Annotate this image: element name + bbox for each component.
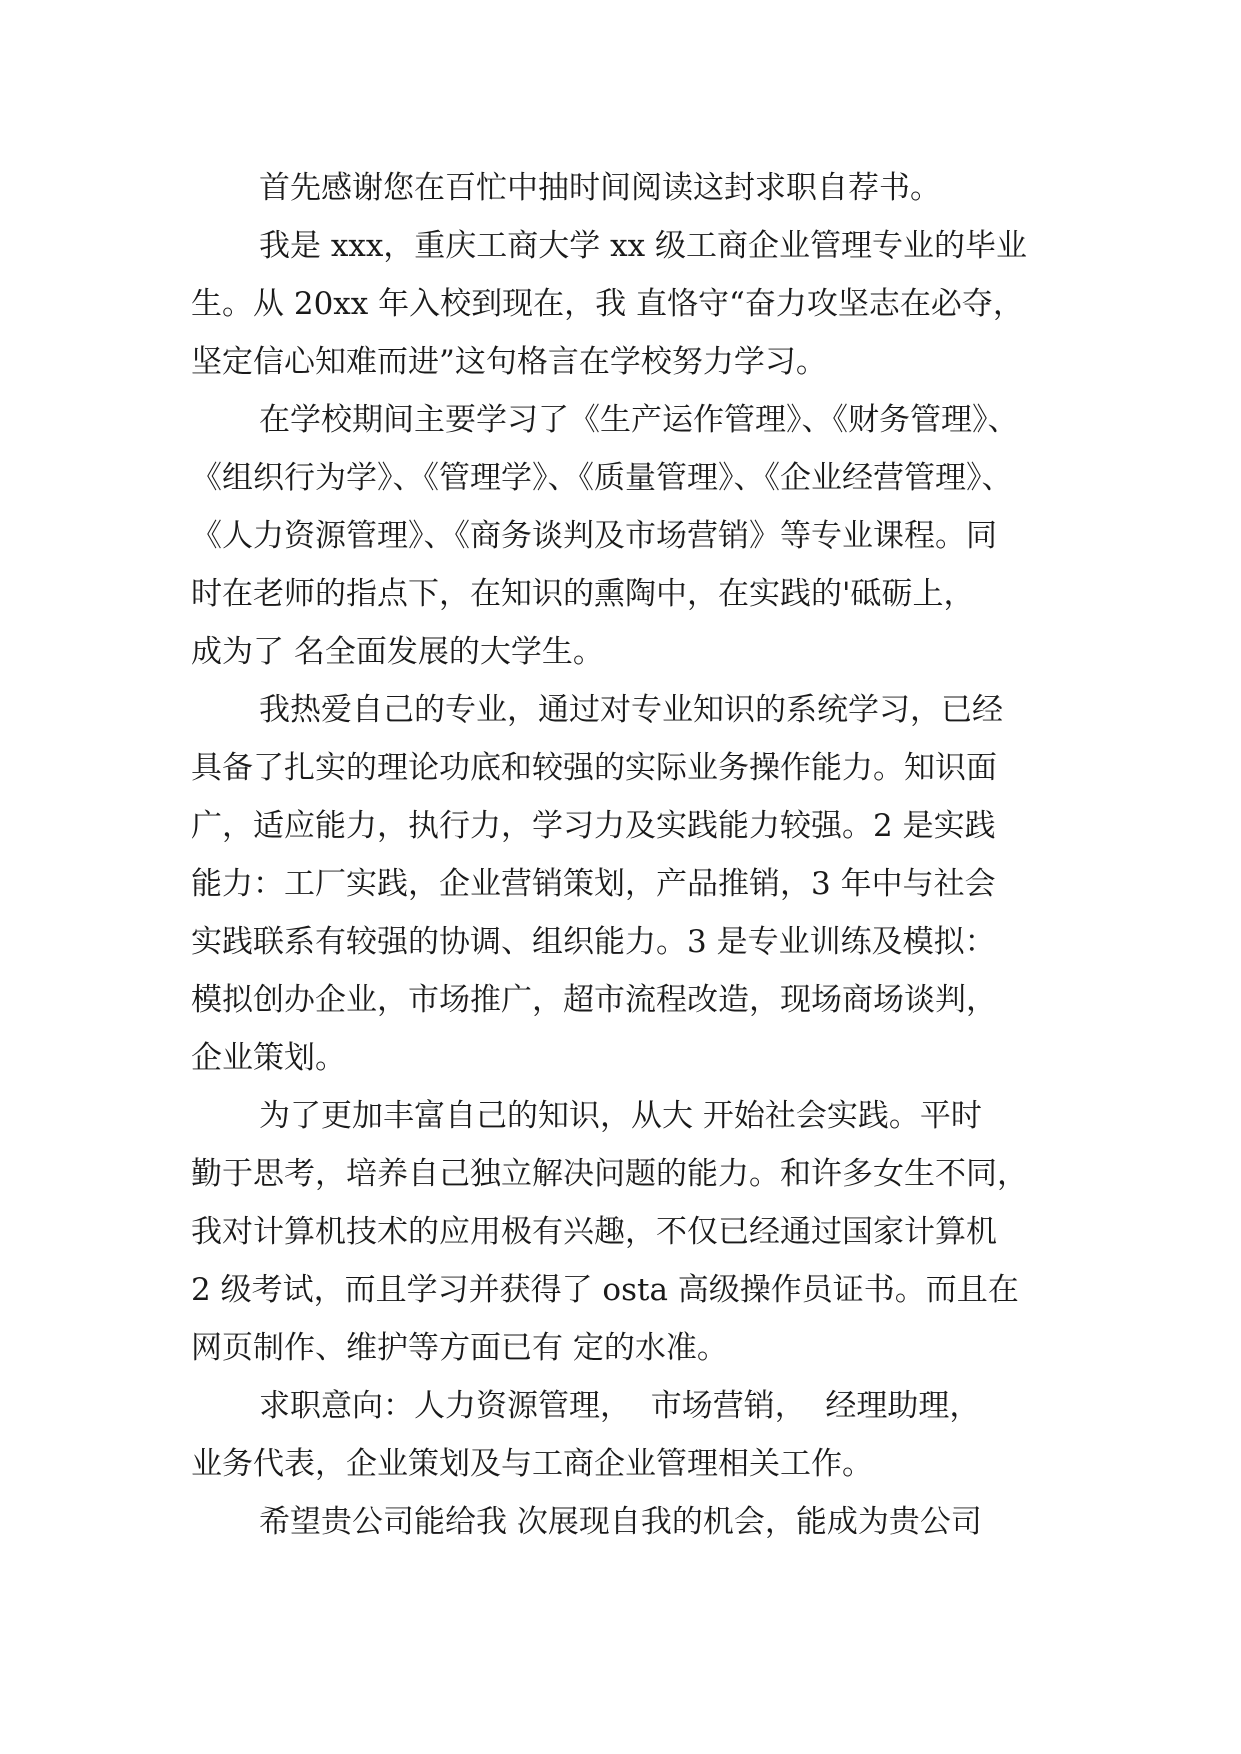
text-line: 求职意向：人力资源管理， 市场营销， 经理助理，: [259, 1388, 981, 1424]
text-line: 具备了扎实的理论功底和较强的实际业务操作能力。知识面: [191, 750, 997, 786]
text-line: 为了更加丰富自己的知识，从大 开始社会实践。平时: [259, 1098, 982, 1134]
text-line: 勤于思考，培养自己独立解决问题的能力。和许多女生不同，: [191, 1156, 1028, 1192]
text-line: 我对计算机技术的应用极有兴趣，不仅已经通过国家计算机: [191, 1214, 997, 1250]
letter-body: [191, 159, 1091, 1551]
text-line: 生。从 20xx 年入校到现在，我 直恪守“奋力攻坚志在必夺，: [191, 286, 1024, 322]
text-line: 模拟创办企业，市场推广，超市流程改造，现场商场谈判，: [191, 982, 997, 1018]
text-line: 网页制作、维护等方面已有 定的水准。: [191, 1330, 728, 1366]
text-line: 2 级考试，而且学习并获得了 osta 高级操作员证书。而且在: [191, 1272, 1019, 1308]
text-line: 希望贵公司能给我 次展现自我的机会，能成为贵公司: [259, 1504, 982, 1540]
text-line: 我热爱自己的专业，通过对专业知识的系统学习，已经: [259, 692, 1003, 728]
text-line: 在学校期间主要学习了《生产运作管理》、《财务管理》、: [259, 402, 1019, 438]
text-line: 实践联系有较强的协调、组织能力。3 是专业训练及模拟：: [191, 924, 996, 960]
text-line: 时在老师的指点下，在知识的熏陶中，在实践的'砥砺上，: [191, 576, 975, 612]
text-line: 我是 xxx，重庆工商大学 xx 级工商企业管理专业的毕业: [259, 228, 1027, 264]
text-line: 首先感谢您在百忙中抽时间阅读这封求职自荐书。: [259, 170, 941, 206]
text-line: 成为了 名全面发展的大学生。: [191, 634, 604, 670]
text-line: 能力：工厂实践，企业营销策划，产品推销，3 年中与社会: [191, 866, 996, 902]
text-line: 坚定信心知难而进”这句格言在学校努力学习。: [191, 344, 827, 380]
text-line: 企业策划。: [191, 1040, 346, 1076]
text-line: 广，适应能力，执行力，学习力及实践能力较强。2 是实践: [191, 808, 996, 844]
text-line: 《人力资源管理》、《商务谈判及市场营销》等专业课程。同: [191, 518, 997, 554]
text-line: 业务代表，企业策划及与工商企业管理相关工作。: [191, 1446, 873, 1482]
text-line: 《组织行为学》、《管理学》、《质量管理》、《企业经营管理》、: [191, 460, 1013, 496]
